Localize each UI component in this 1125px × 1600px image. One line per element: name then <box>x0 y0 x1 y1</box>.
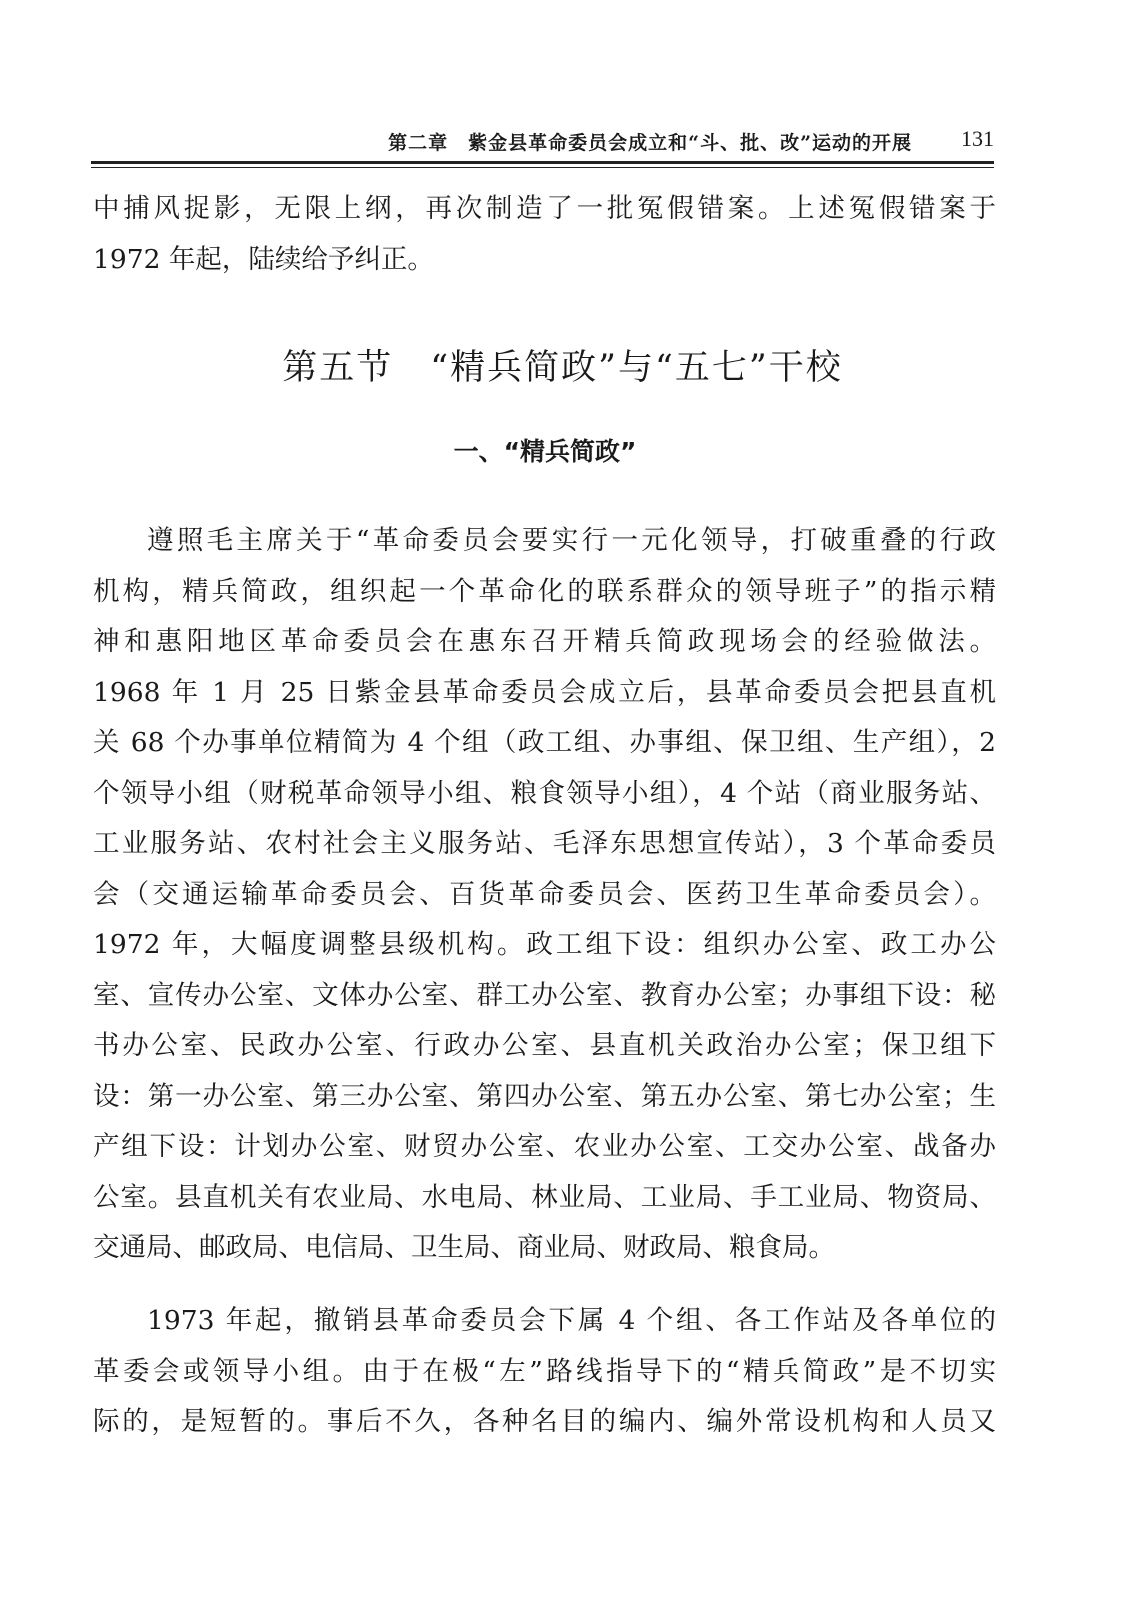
body-paragraph-1 <box>93 516 996 1274</box>
text-line: 公室。县直机关有农业局、水电局、林业局、工业局、手工业局、物资局、 <box>93 1181 996 1213</box>
text-line: 中捕风捉影，无限上纲，再次制造了一批冤假错案。上述冤假错案于 <box>93 193 996 224</box>
running-header <box>96 126 994 160</box>
text-line: 工业服务站、农村社会主义服务站、毛泽东思想宣传站），3 个革命委员 <box>93 828 996 859</box>
header-rule-thin <box>91 167 994 168</box>
text-line: 1972 年起，陆续给予纠正。 <box>93 243 434 275</box>
text-line: 会（交通运输革命委员会、百货革命委员会、医药卫生革命委员会）。 <box>93 878 996 910</box>
text-line: 神和惠阳地区革命委员会在惠东召开精兵简政现场会的经验做法。 <box>93 626 996 657</box>
text-line: 际的，是短暂的。事后不久，各种名目的编内、编外常设机构和人员又 <box>93 1406 996 1437</box>
text-line: 1973 年起，撤销县革命委员会下属 4 个组、各工作站及各单位的 <box>147 1305 996 1336</box>
text-line: 产组下设：计划办公室、财贸办公室、农业办公室、工交办公室、战备办 <box>93 1131 996 1162</box>
section-title: 第五节 “精兵简政”与“五七”干校 <box>282 348 843 388</box>
header-rule-thick <box>91 161 994 164</box>
text-line: 书办公室、民政办公室、行政办公室、县直机关政治办公室；保卫组下 <box>93 1030 996 1061</box>
subsection-title: 一、“精兵简政” <box>453 437 637 466</box>
text-line: 个领导小组（财税革命领导小组、粮食领导小组），4 个站（商业服务站、 <box>93 777 996 809</box>
text-line: 室、宣传办公室、文体办公室、群工办公室、教育办公室；办事组下设：秘 <box>93 979 996 1011</box>
page-number: 131 <box>961 126 994 151</box>
text-line: 机构，精兵简政，组织起一个革命化的联系群众的领导班子”的指示精 <box>93 575 996 607</box>
text-line: 1968 年 1 月 25 日紫金县革命委员会成立后，县革命委员会把县直机 <box>93 676 996 708</box>
text-line: 关 68 个办事单位精简为 4 个组（政工组、办事组、保卫组、生产组），2 <box>93 727 996 758</box>
body-paragraph-2 <box>93 1296 996 1448</box>
text-line: 交通局、邮政局、电信局、卫生局、商业局、财政局、粮食局。 <box>93 1232 835 1263</box>
text-line: 设：第一办公室、第三办公室、第四办公室、第五办公室、第七办公室；生 <box>93 1080 996 1112</box>
text-line: 1972 年，大幅度调整县级机构。政工组下设：组织办公室、政工办公 <box>93 929 996 960</box>
text-line: 革委会或领导小组。由于在极“左”路线指导下的“精兵简政”是不切实 <box>93 1355 996 1387</box>
intro-paragraph <box>93 184 996 285</box>
text-line: 遵照毛主席关于“革命委员会要实行一元化领导，打破重叠的行政 <box>147 525 996 556</box>
chapter-title: 第二章 紫金县革命委员会成立和“斗、批、改”运动的开展 <box>388 132 912 154</box>
